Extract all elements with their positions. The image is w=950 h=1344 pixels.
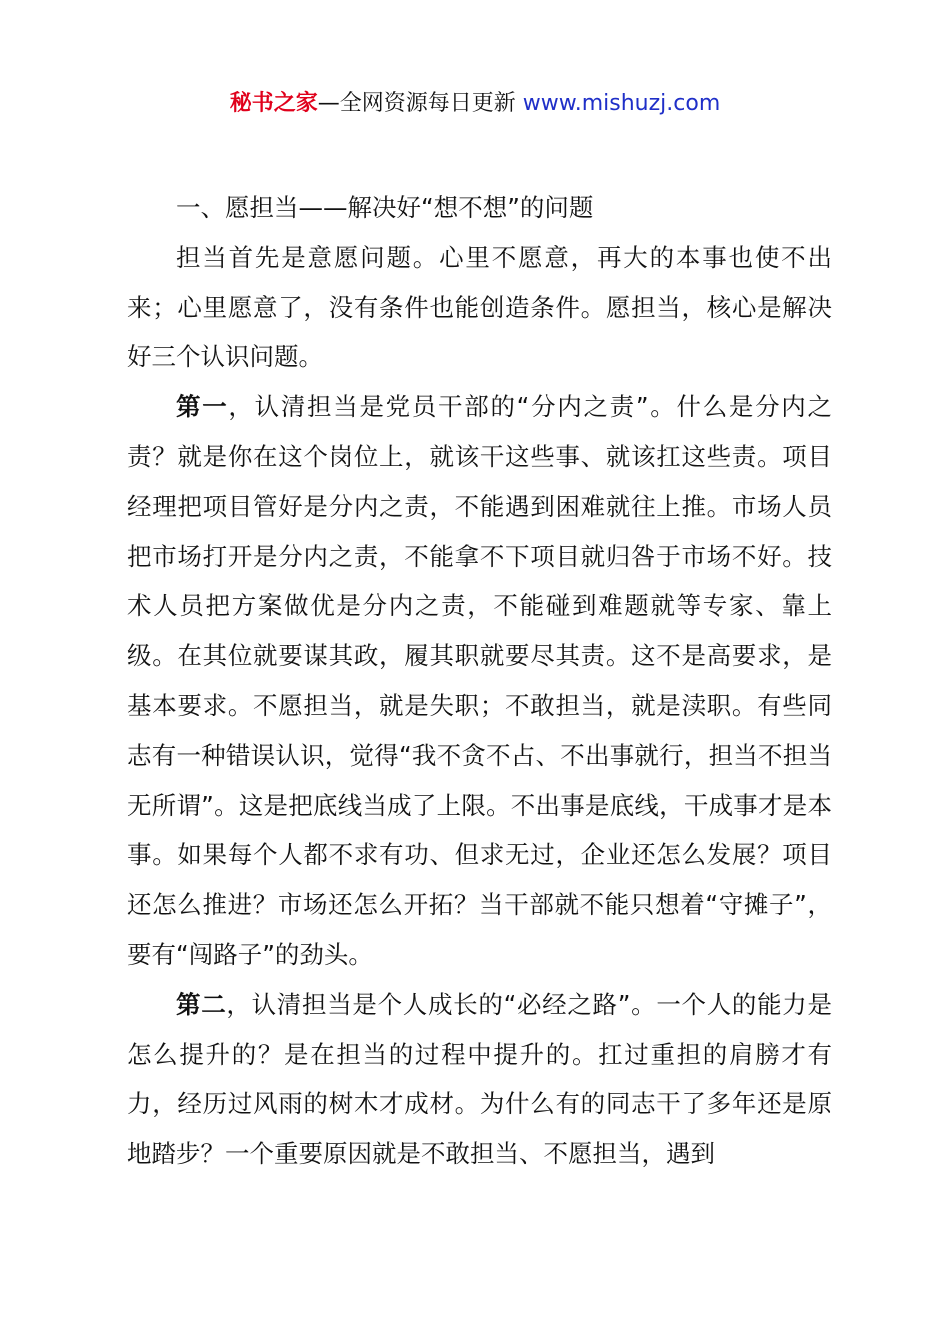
point-one-text: ，认清担当是党员干部的“分内之责”。什么是分内之责？就是你在这个岗位上，就该干这些事、就该扛这些责。项目经理把项目管好是分内之责，不能遇到困难就往上推。市场人员把市场打开是分内之责，不能拿不下项目就归咎于市场不好。技术人员把方案做优是分内之责，不能碰到难题就等专家、靠上级。在其位就要谋其政，履其职就要尽其责。这不是高要求，是基本要求。不愿担当，就是失职；不敢担当，就是渎职。有些同志有一种错误认识，觉得“我不贪不占、不出事就行，担当不担当无所谓”。这是把底线当成了上限。不出事是底线，干成事才是本事。如果每个人都不求有功、但求无过，企业还怎么发展？项目还怎么推进？市场还怎么开拓？当干部就不能只想着“守摊子”，要有“闯路子”的劲头。	[127, 392, 833, 969]
point-two-paragraph	[127, 980, 832, 1179]
site-header	[0, 84, 950, 124]
document-body	[127, 183, 832, 1179]
header-tagline: —全网资源每日更新	[317, 91, 523, 116]
point-two-text: ，认清担当是个人成长的“必经之路”。一个人的能力是怎么提升的？是在担当的过程中提升的。扛过重担的肩膀才有力，经历过风雨的树木才成材。为什么有的同志干了多年还是原地踏步？一个重要原因就是不敢担当、不愿担当，遇到	[127, 989, 833, 1169]
point-two-lead: 第二	[176, 989, 227, 1019]
intro-paragraph: 担当首先是意愿问题。心里不愿意，再大的本事也使不出来；心里愿意了，没有条件也能创造条件。愿担当，核心是解决好三个认识问题。	[127, 242, 832, 372]
point-one-paragraph	[127, 382, 832, 980]
site-url-link[interactable]: www.mishuzj.com	[522, 91, 721, 116]
point-one-lead: 第一	[176, 392, 229, 422]
section-heading: 一、愿担当——解决好“想不想”的问题	[176, 193, 594, 222]
brand-name: 秘书之家	[229, 91, 318, 116]
